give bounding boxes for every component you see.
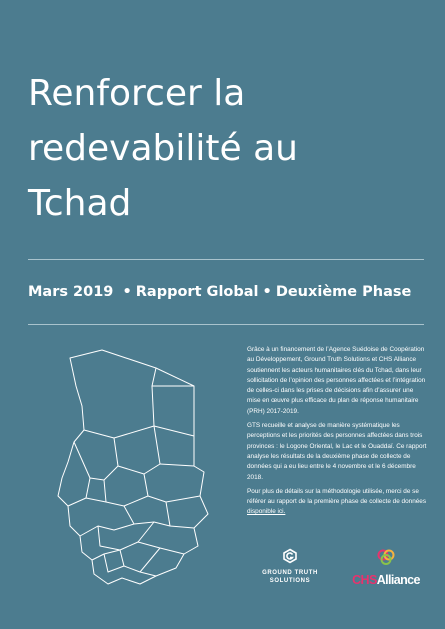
map-region-line (86, 478, 90, 498)
map-region-line (68, 498, 106, 506)
subtitle-separator-1: • (122, 284, 132, 300)
intro-text (247, 345, 427, 522)
map-region-line (104, 554, 124, 572)
map-region-line (140, 572, 156, 576)
map-region-line (80, 524, 134, 536)
map-region-line (144, 474, 200, 502)
map-region-line (152, 368, 156, 426)
gts-name-line-2: SOLUTIONS (269, 578, 311, 584)
report-link[interactable]: disponible ici. (247, 508, 286, 516)
subtitle-separator-2: • (262, 284, 272, 300)
intro-paragraph-1: Grâce à un financement de l’Agence Suédoise de Coopération au Développement, Ground Truth Solutions et CHS Alliance soutiennent les acteurs humanitaires clés du Tchad, dans leur sollicitation de l’opinion des personnes affectées et l’intégration de celles-ci dans les prises de décisions afin d’assurer une mise en œuvre plus efficace du plan de réponse humanitaire (PRH) 2017-2019. (247, 346, 426, 415)
title-line-3: Tchad (28, 183, 132, 224)
intro-paragraph-3 (247, 487, 427, 518)
map-region-line (138, 542, 184, 554)
map-region-line (92, 550, 120, 560)
map-region-line (104, 480, 148, 506)
map-region-line (84, 426, 194, 438)
subtitle-date: Mars 2019 (28, 284, 114, 300)
map-region-line (166, 502, 194, 528)
chs-logo (346, 548, 426, 587)
intro-paragraph-2: GTS recueille et analyse de manière systématique les perceptions et les priorités des personnes affectées dans trois provinces : le Logone Oriental, le Lac et le Ouaddaï. Ce rapport analyse les résultats de la deuxième phase de collecte de données qui a eu lieu entre le 4 novembre et le 6 décembre 2018. (247, 422, 427, 481)
subtitle-phase: Deuxième Phase (275, 284, 412, 300)
gts-logo (254, 548, 326, 585)
chs-wordmark (346, 573, 426, 587)
chs-wordmark-chs: CHS (352, 573, 377, 587)
chs-wordmark-alliance: Alliance (376, 573, 420, 587)
cover-title (28, 66, 418, 231)
top-divider (28, 259, 424, 260)
subtitle-report: Rapport Global (135, 284, 259, 300)
chs-alliance-logo-icon (375, 548, 397, 566)
map-region-line (120, 548, 160, 572)
chad-regions-map-icon (44, 346, 234, 591)
map-region-line (74, 438, 118, 480)
title-line-2: redevabilité au (28, 128, 298, 169)
methodology-text: Pour plus de détails sur la méthodologie utilisée, merci de se référer au rapport de la première phase de collecte de données (247, 487, 427, 506)
map-region-line (124, 506, 170, 526)
map-outline (58, 350, 208, 584)
ground-truth-solutions-logo-icon (282, 548, 298, 564)
title-line-1: Renforcer la (28, 73, 246, 114)
map-region-line (118, 426, 160, 474)
cover-subtitle (28, 284, 428, 300)
bottom-divider (28, 324, 424, 325)
map-region-line (160, 464, 194, 466)
gts-name-line-1: GROUND TRUTH (262, 570, 318, 576)
